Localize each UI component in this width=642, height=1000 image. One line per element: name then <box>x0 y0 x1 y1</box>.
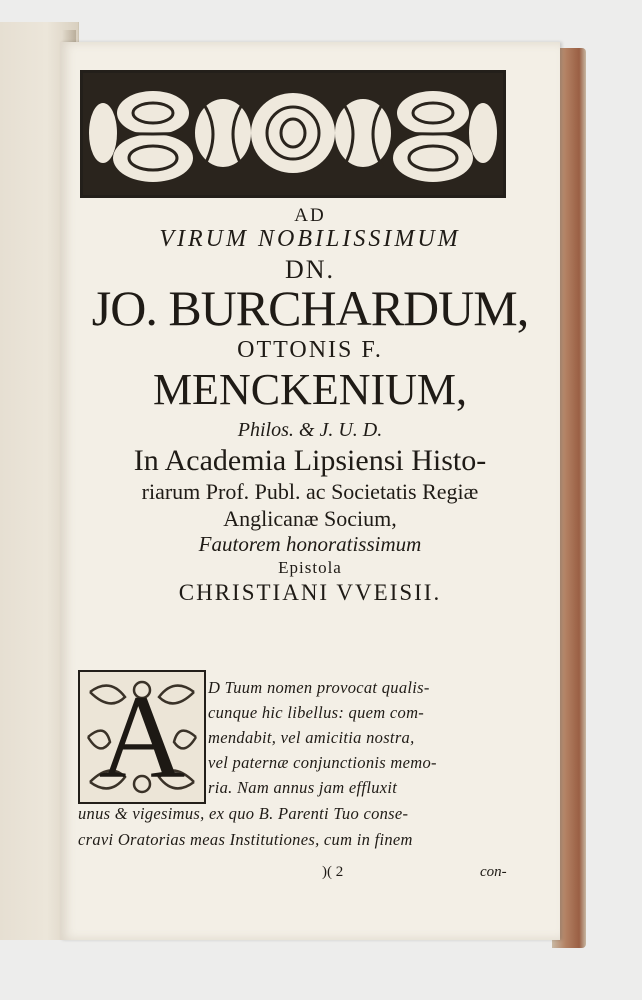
decorated-initial <box>78 670 206 804</box>
title-dn: DN. <box>284 255 336 284</box>
body-line: D Tuum nomen provocat qualis- <box>208 678 430 697</box>
body-line: cravi Oratorias meas Institutiones, cum in finem <box>78 830 413 849</box>
initial-letter: A <box>98 670 186 803</box>
body-line: ria. Nam annus jam effluxit <box>208 778 398 797</box>
title-riarum: riarum Prof. Publ. ac Societatis Regiæ <box>141 479 479 504</box>
title-ottonis: OTTONIS F. <box>237 337 383 363</box>
body-line: vel paternæ conjunctionis memo- <box>208 753 437 772</box>
title-surname: MENCKENIUM, <box>152 365 468 414</box>
ornamental-headpiece <box>80 70 506 198</box>
title-academia: In Academia Lipsiensi Histo- <box>133 444 487 477</box>
body-line: unus & vigesimus, ex quo B. Parenti Tuo conse- <box>78 804 409 823</box>
title-ad: AD <box>294 205 326 226</box>
title-name: JO. BURCHARDUM, <box>91 280 529 336</box>
title-fautorem: Fautorem honoratissimum <box>198 532 422 556</box>
body-line: cunque hic libellus: quem com- <box>208 703 425 722</box>
title-author: CHRISTIANI VVEISII. <box>178 580 442 605</box>
floral-ornament-icon <box>83 73 503 195</box>
title-anglicanae: Anglicanæ Socium, <box>223 506 397 531</box>
title-epistola: Epistola <box>278 558 342 577</box>
catchword: con- <box>480 864 507 880</box>
book-page <box>60 42 560 940</box>
title-virum: VIRUM NOBILISSIMUM <box>159 226 461 252</box>
signature-mark: )( 2 <box>322 864 344 880</box>
title-degree: Philos. & J. U. D. <box>237 419 383 441</box>
body-line: mendabit, vel amicitia nostra, <box>208 728 415 747</box>
